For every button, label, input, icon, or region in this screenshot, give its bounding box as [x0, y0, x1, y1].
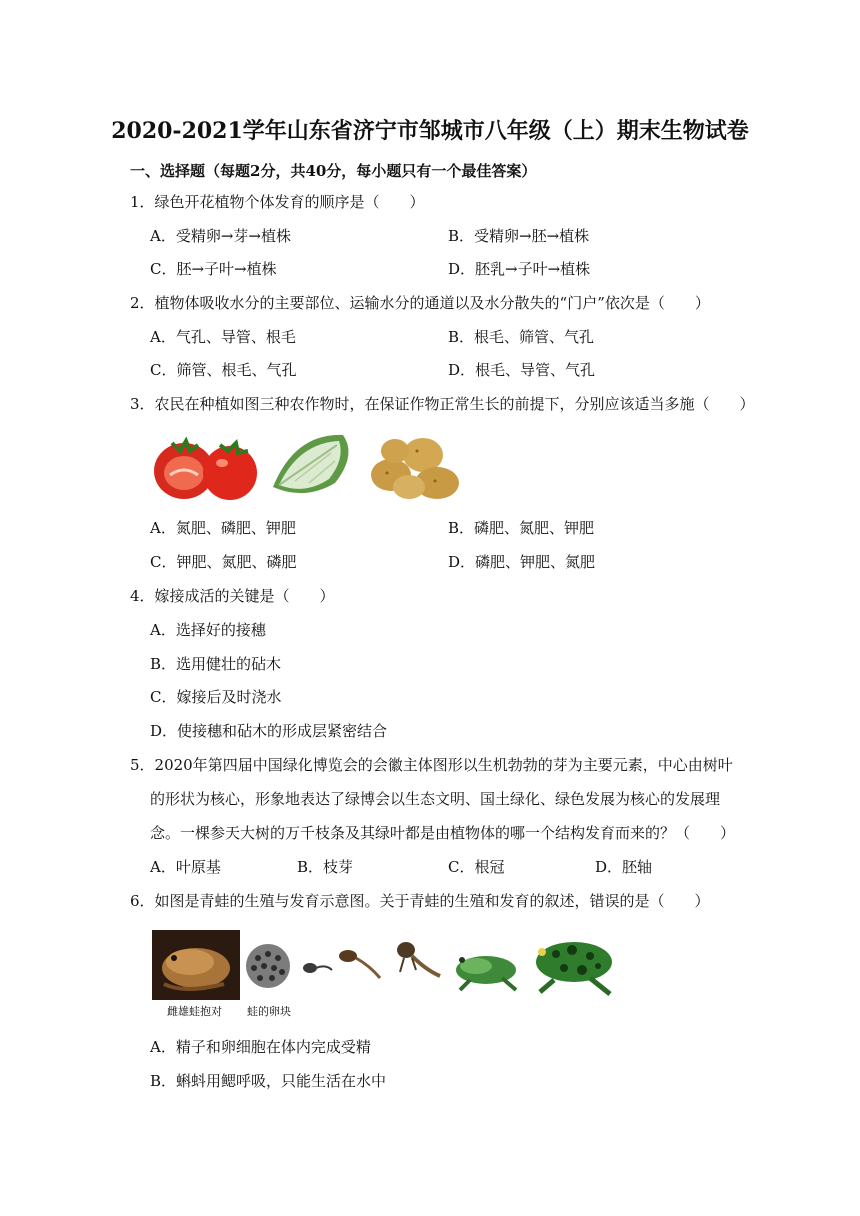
- question-6-option-a: A．精子和卵细胞在体内完成受精: [150, 1038, 371, 1056]
- question-3-option-a: A．氮肥、磷肥、钾肥: [150, 519, 296, 537]
- page-title: 2020-2021学年山东省济宁市邹城市八年级（上）期末生物试卷: [111, 118, 749, 144]
- frog-image-caption-eggs: 蛙的卵块: [247, 1005, 291, 1018]
- question-3-option-d: D．磷肥、钾肥、氮肥: [448, 553, 596, 571]
- question-6-option-b: B．蝌蚪用鳃呼吸，只能生活在水中: [150, 1072, 387, 1090]
- question-4-option-c: C．嫁接后及时浇水: [150, 688, 282, 706]
- tomato-image: [150, 425, 260, 505]
- section-heading: 一、选择题（每题2分，共40分，每小题只有一个最佳答案）: [130, 162, 537, 180]
- question-2-stem: 2．植物体吸收水分的主要部位、运输水分的通道以及水分散失的“门户”依次是（ ）: [130, 294, 710, 312]
- question-5-option-d: D．胚轴: [595, 858, 653, 876]
- question-3-option-c: C．钾肥、氮肥、磷肥: [150, 553, 297, 571]
- frog-life-cycle-image: [150, 928, 625, 1006]
- question-4-option-b: B．选用健壮的砧木: [150, 655, 282, 673]
- question-2-option-a: A．气孔、导管、根毛: [150, 328, 296, 346]
- question-2-option-d: D．根毛、导管、气孔: [448, 361, 596, 379]
- question-1-stem: 1．绿色开花植物个体发育的顺序是（ ）: [130, 193, 425, 211]
- potato-image: [365, 425, 465, 505]
- question-5-option-a: A．叶原基: [150, 858, 221, 876]
- question-5-option-b: B．枝芽: [297, 858, 354, 876]
- question-4-stem: 4．嫁接成活的关键是（ ）: [130, 587, 335, 605]
- question-1-option-d: D．胚乳→子叶→植株: [448, 260, 591, 278]
- cabbage-image: [265, 425, 360, 505]
- frog-image-caption-mating: 雌雄蛙抱对: [167, 1005, 222, 1018]
- question-2-option-c: C．筛管、根毛、气孔: [150, 361, 297, 379]
- question-4-option-d: D．使接穗和砧木的形成层紧密结合: [150, 722, 388, 740]
- question-3-stem: 3．农民在种植如图三种农作物时，在保证作物正常生长的前提下，分别应该适当多施（ ）: [130, 395, 755, 413]
- question-5-option-c: C．根冠: [448, 858, 505, 876]
- question-2-option-b: B．根毛、筛管、气孔: [448, 328, 595, 346]
- question-1-option-a: A．受精卵→芽→植株: [150, 227, 291, 245]
- question-5-stem-line-2: 的形状为核心，形象地表达了绿博会以生态文明、国土绿化、绿色发展为核心的发展理: [150, 790, 721, 808]
- question-5-stem-line-3: 念。一棵参天大树的万千枝条及其绿叶都是由植物体的哪一个结构发育而来的？（ ）: [150, 824, 736, 842]
- question-3-option-b: B．磷肥、氮肥、钾肥: [448, 519, 595, 537]
- question-1-option-c: C．胚→子叶→植株: [150, 260, 277, 278]
- question-5-stem-line-1: 5．2020年第四届中国绿化博览会的会徽主体图形以生机勃勃的芽为主要元素，中心由树叶: [130, 756, 733, 774]
- question-1-option-b: B．受精卵→胚→植株: [448, 227, 590, 245]
- question-6-stem: 6．如图是青蛙的生殖与发育示意图。关于青蛙的生殖和发育的叙述，错误的是（ ）: [130, 892, 710, 910]
- question-4-option-a: A．选择好的接穗: [150, 621, 266, 639]
